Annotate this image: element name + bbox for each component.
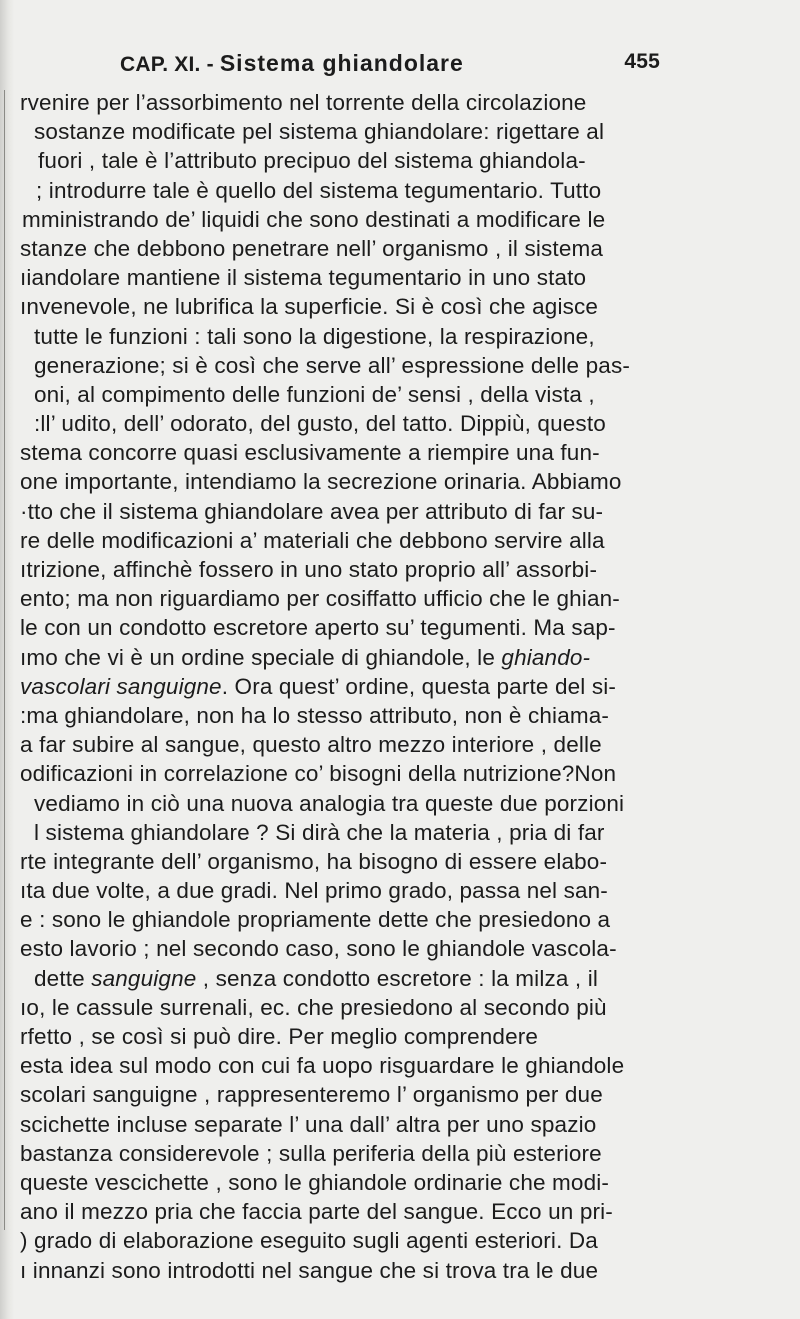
text-line xyxy=(16,613,776,642)
text-segment: mministrando de’ liquidi che sono destinati a modificare le xyxy=(22,206,606,232)
text-line xyxy=(16,467,776,496)
text-line xyxy=(16,876,776,905)
text-line xyxy=(16,759,776,788)
text-segment: ıtrizione, affinchè fossero in uno stato proprio all’ assorbi- xyxy=(20,557,598,582)
text-line xyxy=(16,643,776,672)
text-segment: l sistema ghiandolare ? Si dirà che la materia , pria di far xyxy=(34,819,605,845)
text-line xyxy=(16,322,776,351)
text-line xyxy=(16,409,776,438)
text-segment: :ll’ udito, dell’ odorato, del gusto, del tatto. Dippiù, questo xyxy=(34,411,606,437)
text-segment: esto lavorio ; nel secondo caso, sono le ghiandole vascola- xyxy=(20,936,617,962)
body-text xyxy=(16,88,776,1285)
text-segment: oni, al compimento delle funzioni de’ sensi , della vista , xyxy=(34,381,595,407)
text-line xyxy=(16,789,776,818)
text-line xyxy=(16,380,776,409)
text-segment: odificazioni in correlazione co’ bisogni della nutrizione?Non xyxy=(20,761,617,787)
chapter-prefix: CAP. XI. - xyxy=(120,53,220,76)
text-line xyxy=(16,117,776,146)
text-segment: tutte le funzioni : tali sono la digestione, la respirazione, xyxy=(34,323,595,349)
text-line xyxy=(16,292,776,321)
text-segment: generazione; si è così che serve all’ espressione delle pas- xyxy=(34,352,630,378)
text-line xyxy=(16,730,776,759)
text-line xyxy=(16,1226,776,1255)
gutter-line xyxy=(4,90,5,1230)
text-line xyxy=(16,1197,776,1226)
text-line xyxy=(16,88,776,117)
text-segment: rvenire per l’assorbimento nel torrente della circolazione xyxy=(20,90,587,115)
text-line xyxy=(16,584,776,613)
text-line xyxy=(16,351,776,380)
text-line xyxy=(16,555,776,584)
text-segment: le con un condotto escretore aperto su’ tegumenti. Ma sap- xyxy=(20,615,616,641)
text-segment: rte integrante dell’ organismo, ha bisogno di essere elabo- xyxy=(20,848,608,874)
text-line xyxy=(16,847,776,876)
text-segment: queste vescichette , sono le ghiandole ordinarie che modi- xyxy=(20,1169,610,1195)
text-line xyxy=(16,701,776,730)
page-number: 455 xyxy=(624,50,660,73)
text-segment: vediamo in ciò una nuova analogia tra queste due porzioni xyxy=(34,790,625,816)
text-line xyxy=(16,818,776,847)
text-line xyxy=(16,176,776,205)
text-segment: fuori , tale è l’attributo precipuo del sistema ghiandola- xyxy=(38,148,586,174)
text-segment: , senza condotto escretore : la milza , il xyxy=(196,965,599,991)
text-segment: ıiandolare mantiene il sistema tegumentario in uno stato xyxy=(20,265,587,291)
chapter-title: Sistema ghiandolare xyxy=(219,50,464,76)
text-segment: sostanze modificate pel sistema ghiandolare: rigettare al xyxy=(34,119,605,145)
text-segment: ımo che vi è un ordine speciale di ghiandole, le xyxy=(20,644,502,670)
text-line xyxy=(16,1022,776,1051)
text-line xyxy=(16,1051,776,1080)
text-line xyxy=(16,263,776,292)
text-line xyxy=(16,146,776,175)
text-segment: ınvenevole, ne lubrifica la superficie. Si è così che agisce xyxy=(20,294,599,320)
binding-edge xyxy=(0,0,14,1319)
text-segment: dette xyxy=(34,965,92,991)
text-line xyxy=(16,234,776,263)
text-segment: one importante, intendiamo la secrezione orinaria. Abbiamo xyxy=(20,469,622,495)
text-line xyxy=(16,438,776,467)
text-segment: :ma ghiandolare, non ha lo stesso attributo, non è chiama- xyxy=(20,702,610,728)
text-line xyxy=(16,497,776,526)
text-segment: ano il mezzo pria che faccia parte del sangue. Ecco un pri- xyxy=(20,1199,613,1225)
text-line xyxy=(16,1110,776,1139)
text-line xyxy=(16,526,776,555)
text-segment: ) grado di elaborazione eseguito sugli agenti esteriori. Da xyxy=(20,1228,598,1254)
running-header xyxy=(120,50,660,82)
text-segment: scolari sanguigne , rappresenteremo l’ organismo per due xyxy=(20,1082,603,1108)
text-line xyxy=(16,1168,776,1197)
italic-term: ghiando- xyxy=(501,644,591,670)
text-segment: ıo, le cassule surrenali, ec. che presiedono al secondo più xyxy=(20,994,607,1020)
text-line xyxy=(16,1080,776,1109)
text-segment: stema concorre quasi esclusivamente a riempire una fun- xyxy=(20,440,600,466)
text-segment: stanze che debbono penetrare nell’ organismo , il sistema xyxy=(20,235,604,261)
text-segment: re delle modificazioni a’ materiali che debbono servire alla xyxy=(20,527,605,553)
italic-term: vascolari sanguigne xyxy=(20,673,222,699)
chapter-heading xyxy=(120,50,464,77)
text-segment: ento; ma non riguardiamo per cosiffatto ufficio che le ghian- xyxy=(20,586,620,612)
text-segment: e : sono le ghiandole propriamente dette che presiedono a xyxy=(20,907,611,933)
text-segment: ı innanzi sono introdotti nel sangue che si trova tra le due xyxy=(20,1257,599,1283)
text-line xyxy=(16,934,776,963)
text-segment: esta idea sul modo con cui fa uopo risguardare le ghiandole xyxy=(20,1053,625,1079)
text-segment: rfetto , se così si può dire. Per meglio comprendere xyxy=(20,1024,539,1049)
text-segment: scichette incluse separate l’ una dall’ altra per uno spazio xyxy=(20,1111,597,1137)
text-segment: bastanza considerevole ; sulla periferia della più esteriore xyxy=(20,1140,602,1166)
text-segment: . Ora quest’ ordine, questa parte del si- xyxy=(221,673,617,699)
text-line xyxy=(16,672,776,701)
text-line xyxy=(16,1256,776,1285)
text-segment: ·tto che il sistema ghiandolare avea per attributo di far su- xyxy=(20,498,604,524)
italic-term: sanguigne xyxy=(91,965,197,991)
text-segment: ; introdurre tale è quello del sistema tegumentario. Tutto xyxy=(36,177,602,203)
text-line xyxy=(16,1139,776,1168)
text-line xyxy=(16,993,776,1022)
text-segment: a far subire al sangue, questo altro mezzo interiore , delle xyxy=(20,732,602,758)
text-line xyxy=(16,205,776,234)
text-line xyxy=(16,964,776,993)
text-segment: ıta due volte, a due gradi. Nel primo grado, passa nel san- xyxy=(20,878,608,904)
text-line xyxy=(16,905,776,934)
